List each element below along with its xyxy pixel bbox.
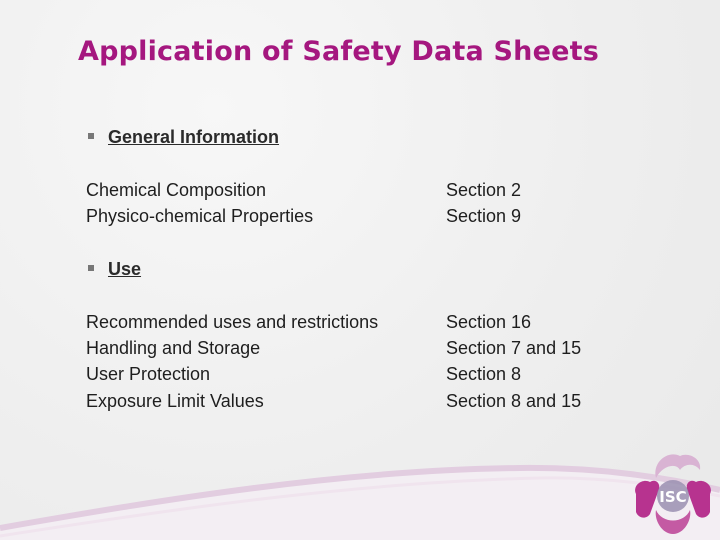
row-section: Section 7 and 15	[446, 338, 582, 358]
row-item: Recommended uses and restrictions	[86, 312, 379, 332]
isc-logo	[628, 448, 718, 536]
slide-title: Application of Safety Data Sheets	[78, 36, 599, 67]
row-section: Section 16	[446, 312, 532, 332]
row-item: User Protection	[86, 364, 211, 384]
row-item: Exposure Limit Values	[86, 391, 264, 411]
row-section: Section 2	[446, 180, 522, 200]
row-section: Section 8 and 15	[446, 391, 582, 411]
row-item: Handling and Storage	[86, 338, 261, 358]
row-section: Section 9	[446, 206, 522, 226]
row-item: Physico-chemical Properties	[86, 206, 314, 226]
row-item: Chemical Composition	[86, 180, 267, 200]
row-section: Section 8	[446, 364, 522, 384]
bullet-heading: General Information	[108, 127, 280, 147]
bullet-heading: Use	[108, 259, 142, 279]
logo-text: ISC	[659, 488, 687, 506]
